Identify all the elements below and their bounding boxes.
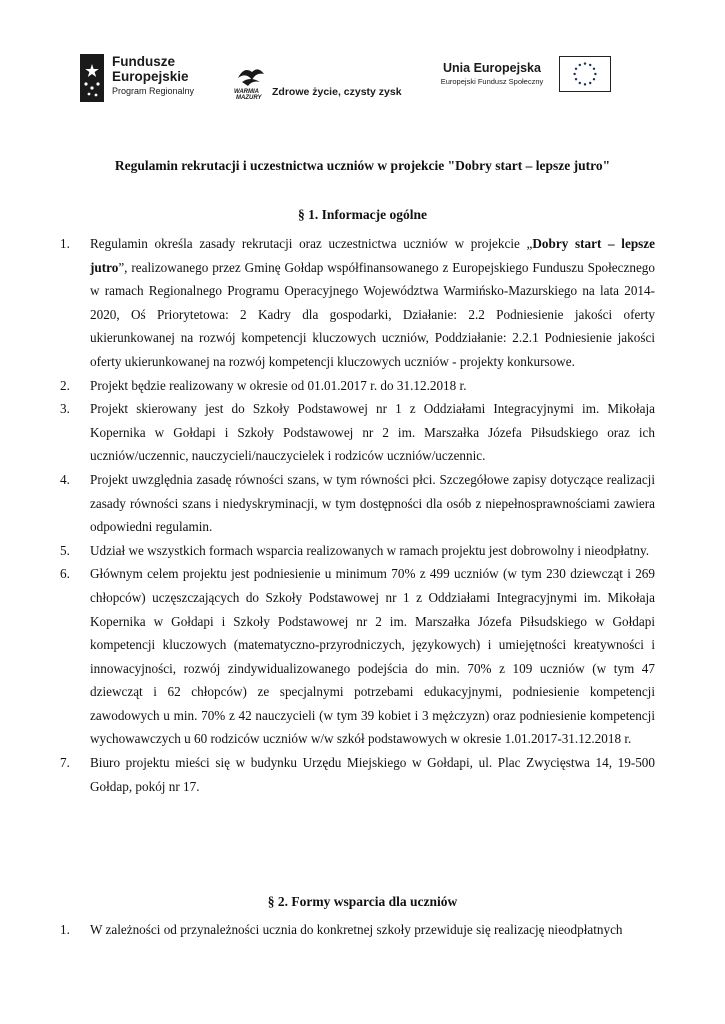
fundusze-europejskie-emblem-icon <box>80 54 104 102</box>
clause-1-3 <box>60 397 655 468</box>
section-2-clause-list <box>60 918 655 942</box>
section-1-clause-list <box>60 232 655 798</box>
clause-text: Projekt skierowany jest do Szkoły Podstawowej nr 1 z Oddziałami Integracyjnymi im. Mikołaja Kopernika w Gołdapi i Szkoły Podstawowej nr 2 im. Marszałka Józefa Piłsudskiego oraz ich uczniów/uczennic, nauczycieli/nauczycielek i rodziców uczniów/uczennic. <box>90 401 655 464</box>
clause-1-7 <box>60 751 655 798</box>
clause-text: Udział we wszystkich formach wsparcia realizowanych w ramach projektu jest dobrowolny i nieodpłatny. <box>90 542 650 558</box>
clause-number: 4. <box>60 471 70 487</box>
clause-2-1 <box>60 918 655 942</box>
ue-logo-line2: Europejski Fundusz Społeczny <box>440 77 544 86</box>
document-title: Regulamin rekrutacji i uczestnictwa uczniów w projekcie "Dobry start – lepsze jutro" <box>114 158 611 173</box>
fundusze-europejskie-logo <box>80 54 215 104</box>
clause-text-post: ”, realizowanego przez Gminę Gołdap współfinansowanego z Europejskiego Funduszu Społecznego w ramach Regionalnego Programu Operacyjnego Województwa Warmińsko-Mazurskiego na lata 2014-2020, Oś Priorytetowa: 2 Kadry dla gospodarki, Działanie: 2.2 Podniesienie jakości oferty ukierunkowanej na rozwój kompetencji kluczowych uczniów, Poddziałanie: 2.2.1 Podniesienie jakości oferty ukierunkowanej na rozwój kompetencji kluczowych uczniów - projekty konkursowe. <box>90 259 655 369</box>
fe-logo-line2: Europejskie <box>112 69 189 84</box>
clause-text-pre: Regulamin określa zasady rekrutacji oraz uczestnictwa uczniów w projekcie „ <box>90 236 533 251</box>
clause-text: Biuro projektu mieści się w budynku Urzędu Miejskiego w Gołdapi, ul. Plac Zwycięstwa 14, 19-500 Gołdap, pokój nr 17. <box>90 755 655 794</box>
warmia-mazury-emblem-icon <box>232 64 270 100</box>
clause-1-1 <box>60 232 655 374</box>
logo-bar <box>0 50 725 110</box>
clause-1-6 <box>60 562 655 751</box>
svg-text:MAZURY: MAZURY <box>236 95 262 100</box>
svg-text:WARMIA: WARMIA <box>234 89 259 95</box>
clause-number: 5. <box>60 542 70 558</box>
clause-number: 3. <box>60 401 70 417</box>
clause-number: 6. <box>60 566 70 582</box>
clause-text: Głównym celem projektu jest podniesienie u minimum 70% z 499 uczniów (w tym 230 dziewcząt i 269 chłopców) uczęszczających do Szkoły Podstawowej nr 1 z Oddziałami Integracyjnymi im. Mikołaja Kopernika w Gołdapi i Szkoły Podstawowej nr 2 im. Marszałka Józefa Piłsudskiego w Gołdapi kompetencji kluczowych (matematyczno-przyrodniczych, językowych) i umiejętności kreatywności i innowacyjności, rozwój zindywidualizowanego podejścia do min. 70% z 109 uczniów (w tym 47 dziewcząt i 62 chłopców) ze specjalnymi potrzebami edukacyjnymi, podniesienie kompetencji zawodowych u min. 70% z 42 nauczycieli (w tym 39 kobiet i 3 mężczyzn) oraz podniesienie kompetencji wychowawczych u 60 rodziców uczniów w/w szkół podstawowych w okresie 1.01.2017-31.12.2018 r. <box>90 566 655 747</box>
project-name: Dobry start – lepsze jutro <box>90 236 655 275</box>
warmia-mazury-logo <box>232 64 407 104</box>
section-1-heading: § 1. Informacje ogólne <box>298 207 427 222</box>
warmia-mazury-slogan: Zdrowe życie, czysty zysk <box>272 86 402 98</box>
clause-1-2 <box>60 374 655 398</box>
clause-number: 1. <box>60 236 70 251</box>
clause-text: Projekt będzie realizowany w okresie od 01.01.2017 r. do 31.12.2018 r. <box>90 377 467 393</box>
clause-number: 2. <box>60 377 70 393</box>
clause-number: 1. <box>60 922 70 937</box>
section-2-heading: § 2. Formy wsparcia dla uczniów <box>267 894 458 909</box>
clause-number: 7. <box>60 755 70 771</box>
ue-logo-line1: Unia Europejska <box>443 61 541 75</box>
fe-logo-line1: Fundusze <box>112 54 175 69</box>
clause-1-4 <box>60 468 655 539</box>
clause-text: W zależności od przynależności ucznia do konkretnej szkoły przewiduje się realizację nieodpłatnych <box>90 922 623 937</box>
clause-text: Projekt uwzględnia zasadę równości szans, w tym równości płci. Szczegółowe zapisy dotyczące realizacji zasady równości szans i niedyskryminacji, w tym dostępności dla osób z niepełnosprawnościami zawiera odpowiedni regulamin. <box>90 471 655 535</box>
eu-flag-icon <box>559 56 611 92</box>
clause-1-5 <box>60 539 655 563</box>
fe-logo-line3: Program Regionalny <box>112 86 195 96</box>
unia-europejska-logo <box>434 56 614 100</box>
